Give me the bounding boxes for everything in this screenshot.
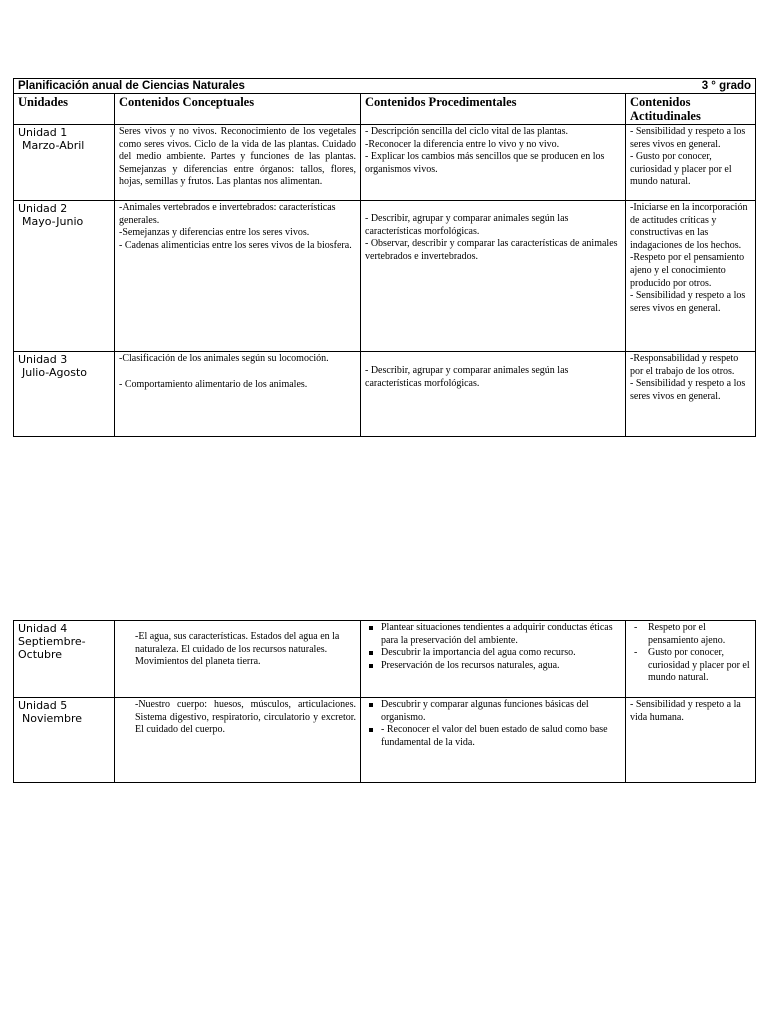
list-item: Preservación de los recursos naturales, agua. xyxy=(381,660,621,673)
unit-cell xyxy=(14,621,115,698)
conceptual-text: -El agua, sus características. Estados del agua en la naturaleza. El cuidado de los recursos naturales. Movimientos del planeta tierra. xyxy=(135,631,340,668)
procedural-cell xyxy=(361,352,626,437)
attitudinal-cell xyxy=(626,352,756,437)
attitudinal-text: - Gusto por conocer, curiosidad y placer por el mundo natural. xyxy=(630,151,732,188)
conceptual-text: -Clasificación de los animales según su locomoción. xyxy=(119,353,329,364)
title-row xyxy=(14,79,756,94)
unit-cell xyxy=(14,352,115,437)
list-item: Plantear situaciones tendientes a adquirir conductas éticas para la preservación del ambiente. xyxy=(381,622,621,647)
header-unidades: Unidades xyxy=(14,94,115,125)
list-item: Descubrir y comparar algunas funciones básicas del organismo. xyxy=(381,699,621,724)
conceptual-cell xyxy=(115,201,361,352)
list-item: Descubrir la importancia del agua como recurso. xyxy=(381,647,621,660)
unit-period: Marzo-Abril xyxy=(22,139,85,152)
unit-label: Unidad 1 xyxy=(18,126,68,139)
conceptual-text: -Semejanzas y diferencias entre los seres vivos. xyxy=(119,227,310,239)
procedural-text: - Descripción sencilla del ciclo vital de las plantas. xyxy=(365,126,568,137)
table-row xyxy=(14,698,756,783)
planning-table-1 xyxy=(13,78,756,437)
conceptual-cell xyxy=(115,621,361,698)
title-cell xyxy=(14,79,756,94)
procedural-list xyxy=(365,699,621,749)
unit-period: Julio-Agosto xyxy=(22,366,88,379)
unit-label: Unidad 2 xyxy=(18,202,68,215)
procedural-cell xyxy=(361,201,626,352)
grade-label: 3 ° grado xyxy=(701,80,752,92)
attitudinal-text: -Responsabilidad y respeto por el trabajo de los otros. xyxy=(630,353,739,377)
conceptual-text: Seres vivos y no vivos. Reconocimiento de los vegetales como seres vivos. Ciclo de la vida de las plantas. Cuidado del medio ambiente. Partes y funciones de las plantas. Semejanzas y diferencias entre órganos: tallos, flores, hojas, semillas y frutos. Las plantas nos alimentan. xyxy=(119,126,356,188)
procedural-text: - Observar, describir y comparar las características de animales vertebrados e invertebrados. xyxy=(365,238,618,262)
attitudinal-list xyxy=(630,622,751,685)
procedural-text: - Explicar los cambios más sencillos que se producen en los organismos vivos. xyxy=(365,151,605,175)
conceptual-cell xyxy=(115,125,361,201)
header-conceptuales: Contenidos Conceptuales xyxy=(115,94,361,125)
procedural-text: - Describir, agrupar y comparar animales según las características morfológicas. xyxy=(365,365,569,389)
attitudinal-cell xyxy=(626,621,756,698)
attitudinal-cell xyxy=(626,125,756,201)
unit-label: Unidad 5 xyxy=(18,699,68,712)
conceptual-text: - Comportamiento alimentario de los animales. xyxy=(119,378,308,390)
attitudinal-text: - Sensibilidad y respeto a los seres vivos en general. xyxy=(630,378,746,402)
conceptual-text: -Nuestro cuerpo: huesos, músculos, articulaciones. Sistema digestivo, respiratorio, circulatorio y excretor. El cuidado del cuerpo. xyxy=(135,699,356,736)
attitudinal-text: -Iniciarse en la incorporación de actitudes críticas y constructivas en las indagaciones de los hechos. xyxy=(630,202,748,251)
procedural-list xyxy=(365,622,621,672)
unit-cell xyxy=(14,125,115,201)
conceptual-cell xyxy=(115,698,361,783)
procedural-cell xyxy=(361,621,626,698)
attitudinal-cell xyxy=(626,698,756,783)
list-item: - Respeto por el pensamiento ajeno. xyxy=(648,622,751,647)
unit-period: Mayo-Junio xyxy=(22,215,84,228)
attitudinal-text: - Sensibilidad y respeto a los seres vivos en general. xyxy=(630,126,746,150)
conceptual-text: - Cadenas alimenticias entre los seres vivos de la biosfera. xyxy=(119,239,352,251)
unit-period: Noviembre xyxy=(22,712,83,725)
planning-table-2 xyxy=(13,620,756,783)
table-row xyxy=(14,201,756,352)
attitudinal-cell xyxy=(626,201,756,352)
unit-label: Unidad 4 xyxy=(18,622,68,635)
table-row xyxy=(14,621,756,698)
conceptual-text: -Animales vertebrados e invertebrados: características generales. xyxy=(119,202,336,226)
unit-label: Unidad 3 xyxy=(18,353,68,366)
list-item: - Reconocer el valor del buen estado de salud como base fundamental de la vida. xyxy=(381,724,621,749)
unit-cell xyxy=(14,698,115,783)
attitudinal-text: - Sensibilidad y respeto a los seres vivos en general. xyxy=(630,290,746,314)
header-row xyxy=(14,94,756,125)
unit-cell xyxy=(14,201,115,352)
table-row xyxy=(14,125,756,201)
header-procedimentales: Contenidos Procedimentales xyxy=(361,94,626,125)
procedural-cell xyxy=(361,698,626,783)
procedural-text: -Reconocer la diferencia entre lo vivo y no vivo. xyxy=(365,138,560,150)
unit-period: Septiembre-Octubre xyxy=(18,635,86,661)
document-title: Planificación anual de Ciencias Naturales xyxy=(18,80,245,92)
list-item: - Gusto por conocer, curiosidad y placer por el mundo natural. xyxy=(648,647,751,685)
procedural-cell xyxy=(361,125,626,201)
attitudinal-text: - Sensibilidad y respeto a la vida humana. xyxy=(630,699,741,723)
procedural-text: - Describir, agrupar y comparar animales según las características morfológicas. xyxy=(365,213,569,237)
conceptual-cell xyxy=(115,352,361,437)
table-row xyxy=(14,352,756,437)
header-actitudinales: Contenidos Actitudinales xyxy=(626,94,756,125)
attitudinal-text: -Respeto por el pensamiento ajeno y el conocimiento producido por otros. xyxy=(630,252,745,289)
